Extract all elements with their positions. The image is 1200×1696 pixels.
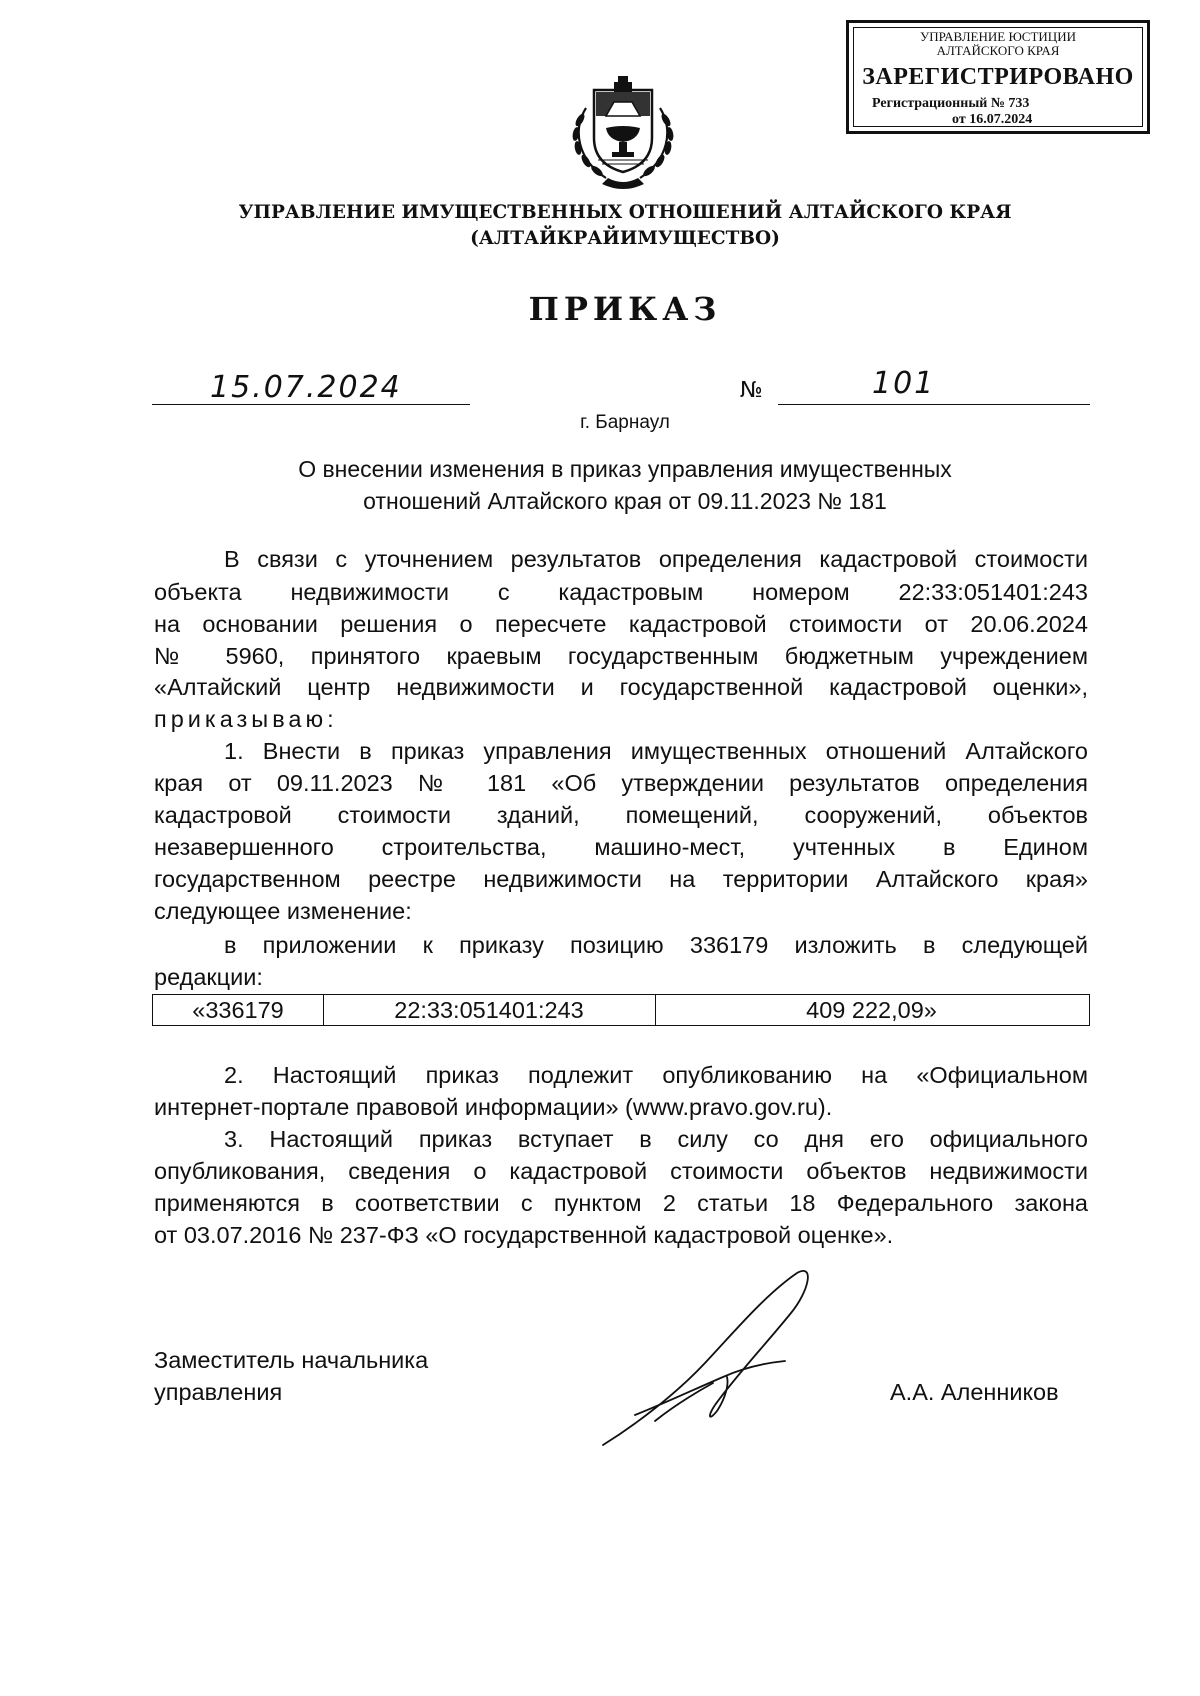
number-sign: № [740,378,763,403]
handwritten-signature-icon [595,1265,835,1455]
registration-stamp [846,20,1150,134]
order-word: приказываю: [154,706,338,732]
annex-line2: редакции: [154,964,263,990]
coat-of-arms-svg [560,68,686,194]
item1-line: края от 09.11.2023 № 181 «Об утверждении результатов определения [154,770,1088,796]
stamp-inner-frame [853,27,1143,127]
p1-line: на основании решения о пересчете кадастровой стоимости от 20.06.2024 [154,611,1088,637]
item3-line: 3. Настоящий приказ вступает в силу со дня его официального [224,1126,1088,1152]
signatory-title-line1: Заместитель начальника [154,1347,429,1373]
document-title: ПРИКАЗ [528,290,722,328]
item3-line: применяются в соответствии с пунктом 2 статьи 18 Федерального закона [154,1190,1088,1216]
item1-line: государственном реестре недвижимости на территории Алтайского края» [154,866,1088,892]
annex-line1: в приложении к приказу позицию 336179 изложить в следующей [224,932,1088,958]
org-name-line2: (АЛТАЙКРАЙИМУЩЕСТВО) [470,228,780,249]
subject-line2: отношений Алтайского края от 09.11.2023 № 181 [363,488,887,514]
item1-line: 1. Внести в приказ управления имущественных отношений Алтайского [224,738,1088,764]
subject-line1: О внесении изменения в приказ управления имущественных [298,456,952,482]
position-table [152,994,1090,1026]
item2-line2: интернет-портале правовой информации» (www.pravo.gov.ru). [154,1094,833,1120]
signature-svg [595,1265,835,1455]
table-cell-value: 409 222,09» [806,997,937,1023]
stamp-reg-date: от 16.07.2024 [952,112,1033,127]
stamp-org-line1: УПРАВЛЕНИЕ ЮСТИЦИИ [920,29,1076,44]
stamp-title: ЗАРЕГИСТРИРОВАНО [862,64,1134,90]
p1-line: объекта недвижимости с кадастровым номером 22:33:051401:243 [154,579,1088,605]
item1-line: кадастровой стоимости зданий, помещений, сооружений, объектов [154,802,1088,828]
p1-line: № 5960, принятого краевым государственным бюджетным учреждением [154,643,1088,669]
table-cell-position: «336179 [192,997,284,1023]
item3-last-line: от 03.07.2016 № 237-ФЗ «О государственной кадастровой оценке». [154,1222,894,1248]
document-date: 15.07.2024 [210,370,402,405]
p1-line: «Алтайский центр недвижимости и государственной кадастровой оценки», [154,674,1088,700]
item1-last-line: следующее изменение: [154,898,412,924]
item1-line: незавершенного строительства, машино-мест, учтенных в Едином [154,834,1088,860]
table-cell-cadastral-number: 22:33:051401:243 [394,997,584,1023]
stamp-reg-number: Регистрационный № 733 [872,96,1030,111]
item2-line1: 2. Настоящий приказ подлежит опубликованию на «Официальном [224,1062,1088,1088]
signatory-name: А.А. Аленников [890,1379,1059,1405]
signatory-title-line2: управления [154,1379,283,1405]
date-underline [152,404,470,405]
stamp-org [854,30,1142,58]
item3-line: опубликования, сведения о кадастровой стоимости объектов недвижимости [154,1158,1088,1184]
coat-of-arms-icon [560,68,686,194]
document-number: 101 [872,366,936,401]
number-underline [778,404,1090,405]
stamp-org-line2: АЛТАЙСКОГО КРАЯ [936,43,1060,58]
city: г. Барнаул [580,412,670,433]
p1-line: В связи с уточнением результатов определения кадастровой стоимости [224,546,1088,572]
org-name-line1: УПРАВЛЕНИЕ ИМУЩЕСТВЕННЫХ ОТНОШЕНИЙ АЛТАЙСКОГО КРАЯ [238,202,1012,223]
